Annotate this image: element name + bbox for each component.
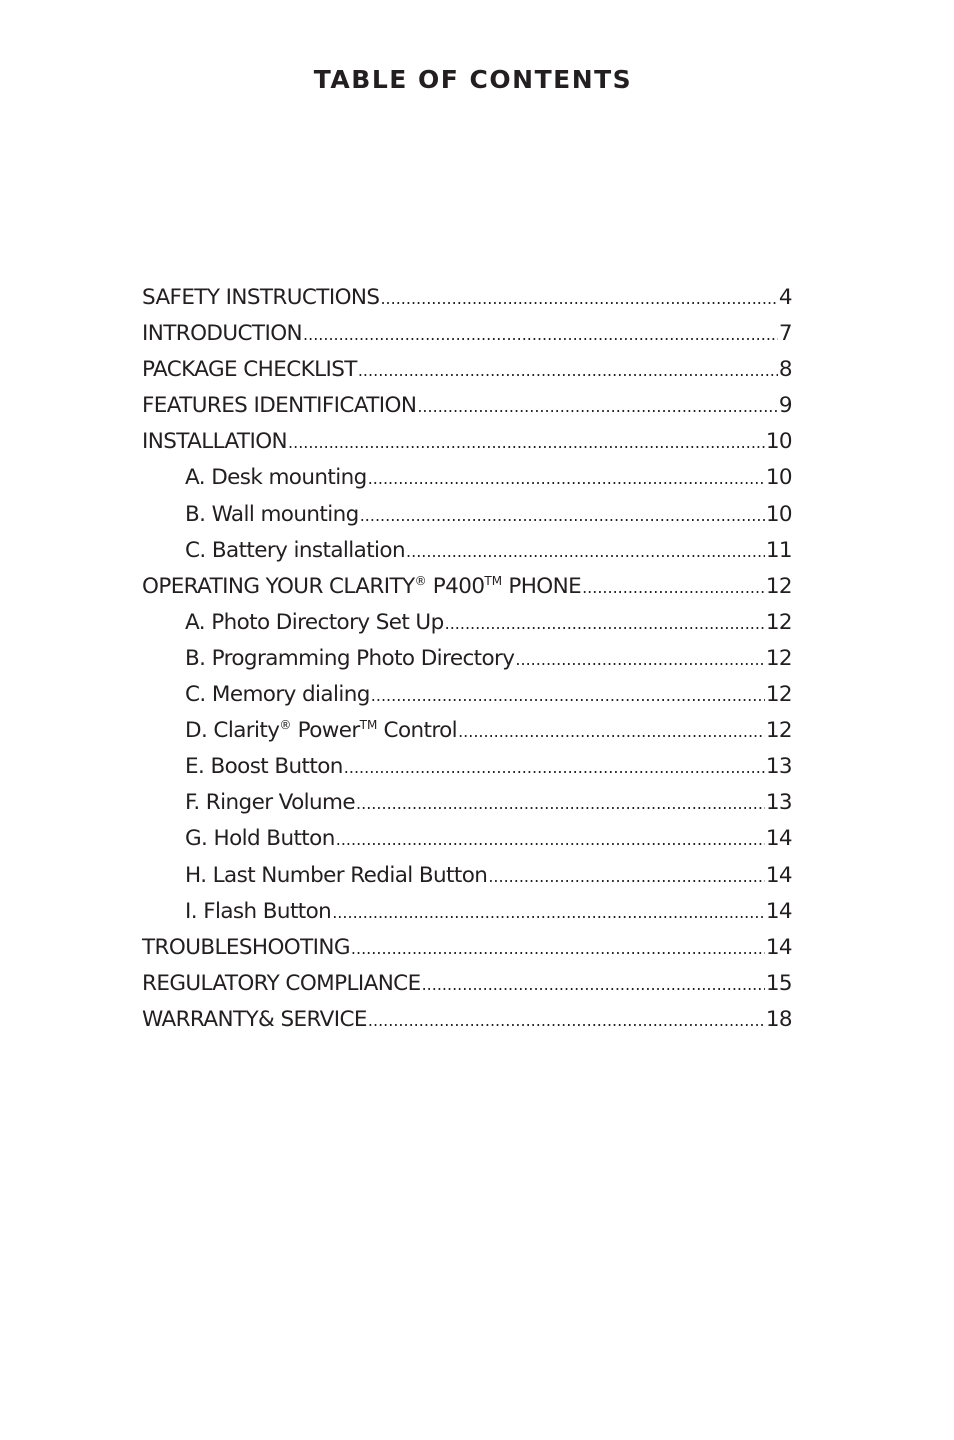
dot-leader xyxy=(582,570,765,606)
toc-entry-page: 18 xyxy=(765,1006,792,1032)
toc-entry-page: 12 xyxy=(765,645,792,671)
toc-entry-page: 13 xyxy=(765,754,792,780)
dot-leader xyxy=(332,895,765,931)
toc-entry-label: TROUBLESHOOTING xyxy=(142,934,350,960)
table-of-contents xyxy=(142,280,792,1038)
toc-entry-photo-directory-set-up[interactable] xyxy=(142,605,792,641)
dot-leader xyxy=(356,786,765,822)
toc-entry-label: C. Memory dialing xyxy=(185,682,370,708)
registered-mark: ® xyxy=(414,573,427,588)
toc-entry-page: 13 xyxy=(765,790,792,816)
toc-entry-page: 14 xyxy=(765,934,792,960)
toc-entry-page: 14 xyxy=(765,862,792,888)
toc-entry-programming-photo-directory[interactable] xyxy=(142,641,792,677)
dot-leader xyxy=(303,317,778,353)
toc-entry-battery-installation[interactable] xyxy=(142,533,792,569)
dot-leader xyxy=(380,281,777,317)
toc-entry-wall-mounting[interactable] xyxy=(142,497,792,533)
toc-entry-page: 12 xyxy=(765,718,792,744)
toc-entry-label: PACKAGE CHECKLIST xyxy=(142,357,357,383)
toc-entry-safety-instructions[interactable] xyxy=(142,280,792,316)
toc-entry-page: 9 xyxy=(778,393,792,419)
toc-entry-label: B. Programming Photo Directory xyxy=(185,645,515,671)
toc-entry-label: G. Hold Button xyxy=(185,826,335,852)
toc-entry-package-checklist[interactable] xyxy=(142,352,792,388)
toc-entry-page: 12 xyxy=(765,573,792,599)
dot-leader xyxy=(371,678,765,714)
toc-entry-label xyxy=(185,713,457,749)
dot-leader xyxy=(368,461,765,497)
dot-leader xyxy=(417,389,778,425)
toc-entry-page: 4 xyxy=(778,285,792,310)
toc-entry-installation[interactable] xyxy=(142,424,792,460)
toc-entry-label: C. Battery installation xyxy=(185,537,406,563)
toc-entry-label: FEATURES IDENTIFICATION xyxy=(142,393,417,419)
toc-entry-memory-dialing[interactable] xyxy=(142,677,792,713)
dot-leader xyxy=(515,642,764,678)
toc-entry-label: INSTALLATION xyxy=(142,429,288,455)
toc-entry-warranty-service[interactable] xyxy=(142,1002,792,1038)
label-part: D. Clarity xyxy=(185,718,280,744)
toc-entry-label: B. Wall mounting xyxy=(185,501,359,527)
dot-leader xyxy=(358,353,778,389)
toc-entry-label: F. Ringer Volume xyxy=(185,790,356,816)
dot-leader xyxy=(406,534,765,570)
trademark-mark: TM xyxy=(484,573,503,588)
registered-mark: ® xyxy=(279,718,292,733)
toc-entry-clarity-power-control[interactable] xyxy=(142,713,792,749)
toc-entry-label: REGULATORY COMPLIANCE xyxy=(142,970,421,996)
toc-entry-page: 14 xyxy=(765,898,792,924)
toc-entry-page: 10 xyxy=(765,465,792,491)
toc-entry-hold-button[interactable] xyxy=(142,821,792,857)
dot-leader xyxy=(351,931,765,967)
toc-entry-troubleshooting[interactable] xyxy=(142,930,792,966)
dot-leader xyxy=(368,1003,765,1039)
toc-entry-label: SAFETY INSTRUCTIONS xyxy=(142,285,380,310)
toc-entry-page: 11 xyxy=(765,537,792,563)
toc-entry-page: 8 xyxy=(778,357,792,383)
toc-entry-page: 12 xyxy=(765,609,792,635)
dot-leader xyxy=(288,425,765,461)
toc-entry-boost-button[interactable] xyxy=(142,749,792,785)
toc-entry-ringer-volume[interactable] xyxy=(142,785,792,821)
toc-entry-page: 14 xyxy=(765,826,792,852)
label-part: OPERATING YOUR CLARITY xyxy=(142,573,415,599)
toc-entry-label: WARRANTY& SERVICE xyxy=(142,1006,367,1032)
page-title: TABLE OF CONTENTS xyxy=(313,65,633,94)
toc-entry-last-number-redial-button[interactable] xyxy=(142,858,792,894)
dot-leader xyxy=(488,859,765,895)
toc-entry-label: INTRODUCTION xyxy=(142,321,303,347)
toc-entry-page: 10 xyxy=(765,429,792,455)
toc-entry-page: 15 xyxy=(765,970,792,996)
dot-leader xyxy=(458,714,765,750)
toc-entry-label xyxy=(142,569,581,605)
dot-leader xyxy=(445,606,765,642)
toc-entry-page: 12 xyxy=(765,682,792,708)
dot-leader xyxy=(344,750,765,786)
trademark-mark: TM xyxy=(359,718,378,733)
dot-leader xyxy=(422,967,765,1003)
toc-entry-desk-mounting[interactable] xyxy=(142,460,792,496)
toc-entry-operating-your-phone[interactable] xyxy=(142,569,792,605)
toc-entry-label: I. Flash Button xyxy=(185,898,332,924)
toc-entry-label: E. Boost Button xyxy=(185,754,343,780)
label-part: Power xyxy=(291,718,360,744)
toc-entry-introduction[interactable] xyxy=(142,316,792,352)
toc-entry-label: A. Desk mounting xyxy=(185,465,367,491)
label-part: P400 xyxy=(426,573,485,599)
dot-leader xyxy=(360,498,765,534)
toc-entry-features-identification[interactable] xyxy=(142,388,792,424)
label-part: PHONE xyxy=(502,573,582,599)
toc-entry-page: 10 xyxy=(765,501,792,527)
toc-entry-label: H. Last Number Redial Button xyxy=(185,862,488,888)
toc-entry-regulatory-compliance[interactable] xyxy=(142,966,792,1002)
toc-entry-page: 7 xyxy=(778,321,792,347)
toc-entry-label: A. Photo Directory Set Up xyxy=(185,609,444,635)
dot-leader xyxy=(336,822,765,858)
toc-entry-flash-button[interactable] xyxy=(142,894,792,930)
label-part: Control xyxy=(377,718,458,744)
